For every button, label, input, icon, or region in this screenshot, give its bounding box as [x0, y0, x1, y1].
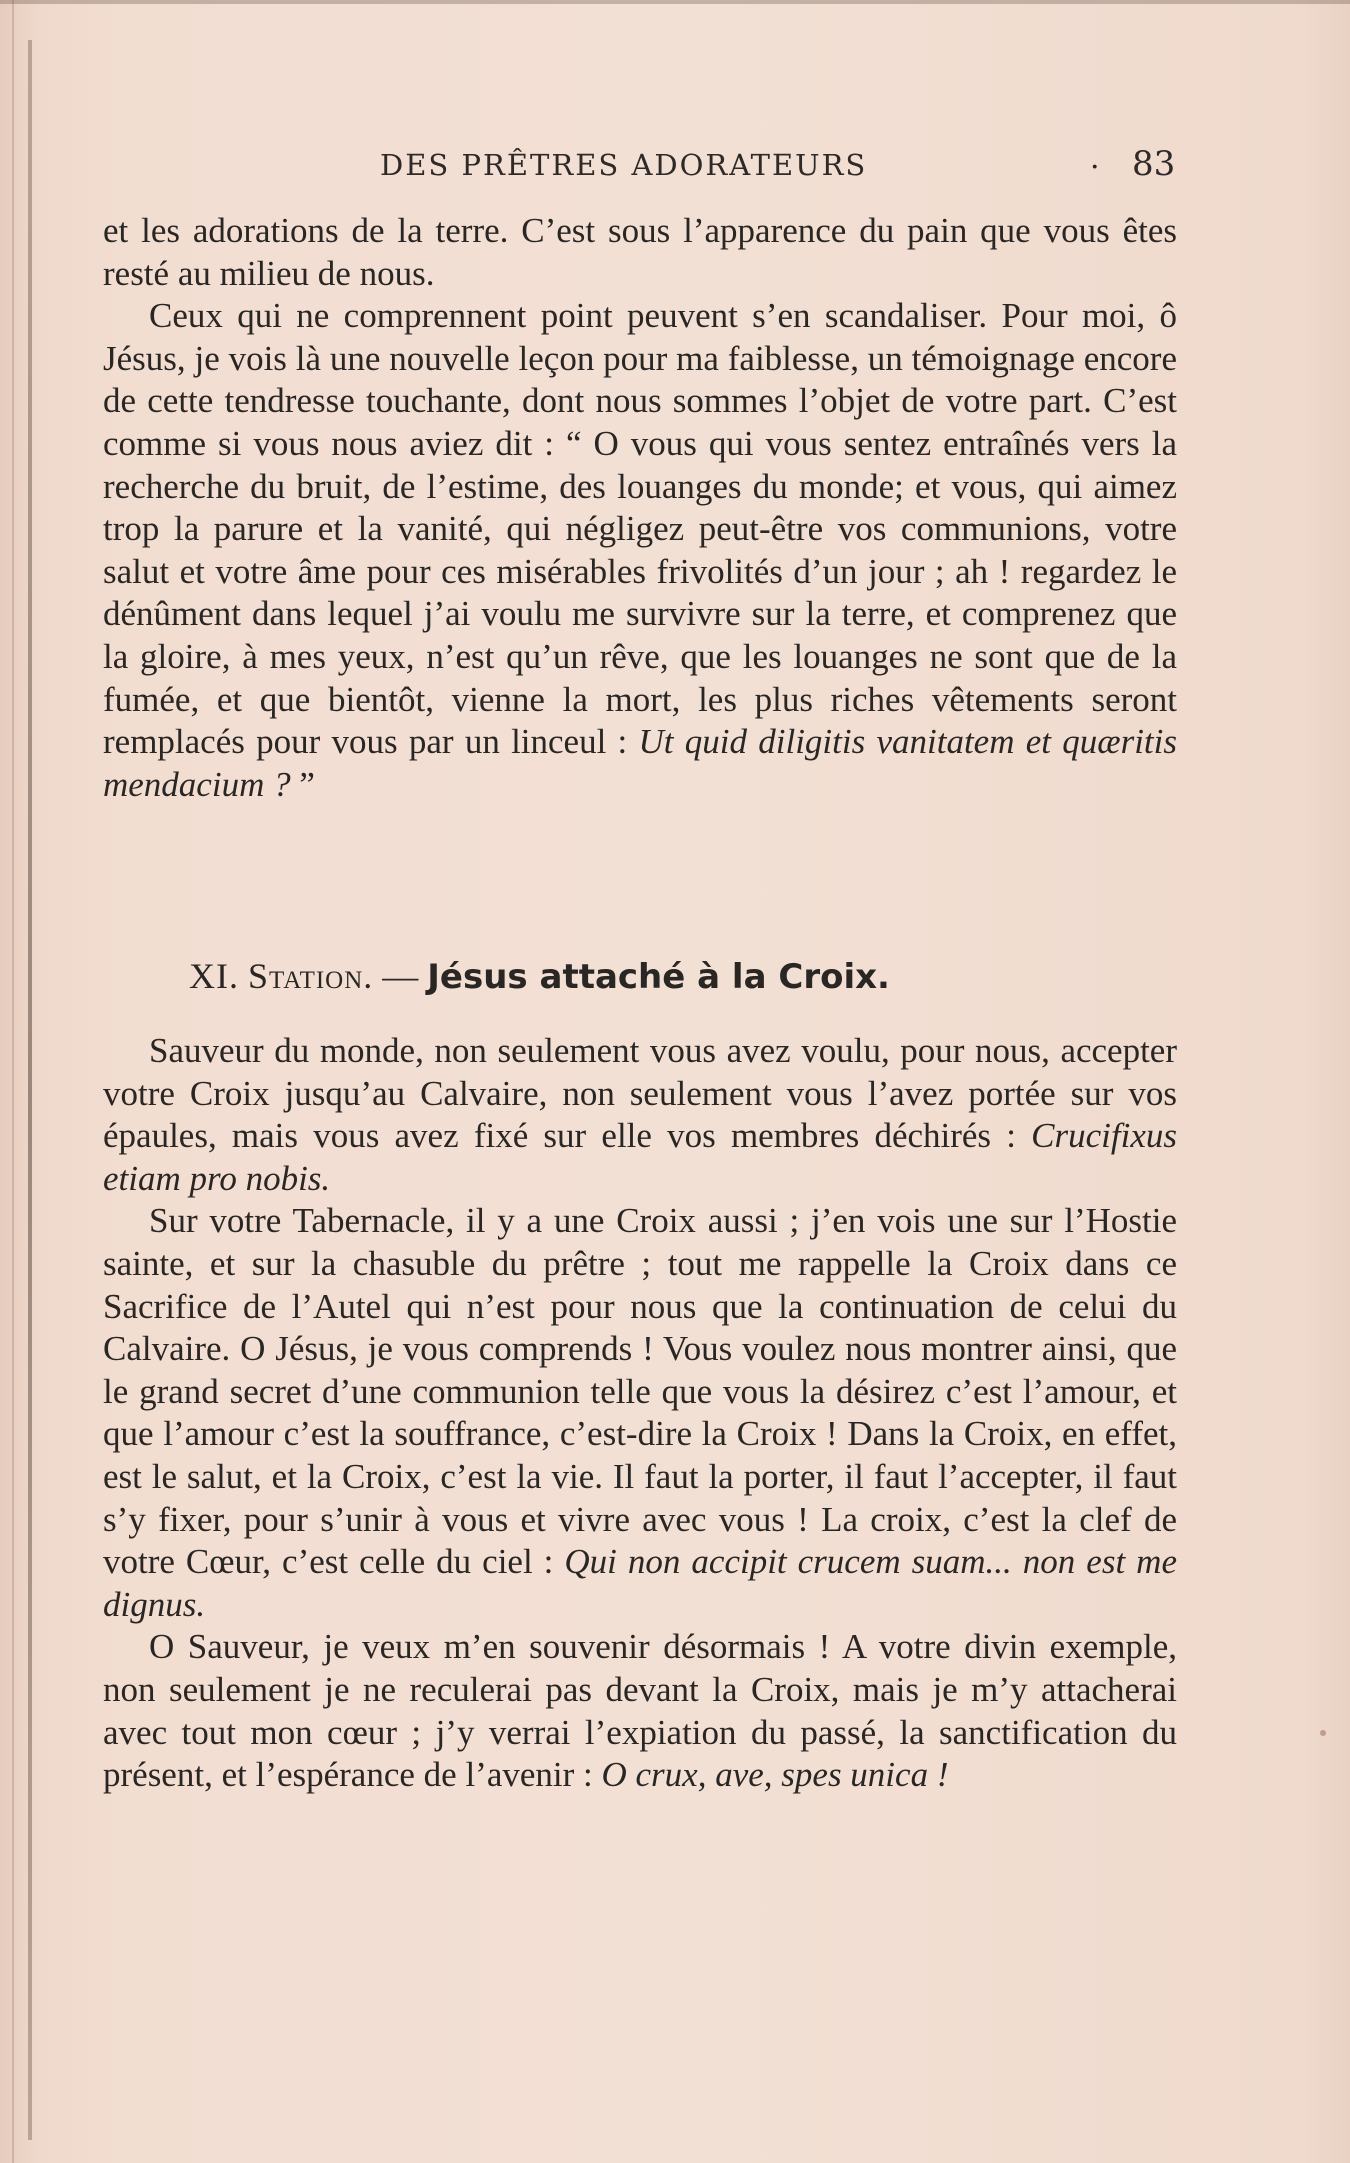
station-heading: [189, 955, 1189, 997]
station-dash: —: [373, 956, 428, 996]
paragraph-text: O Sauveur, je veux m’en souvenir désormais ! A votre divin exemple, non seulement je ne reculerai pas devant la Croix, mais je m’y attacherai avec tout mon cœur ; j’y verrai l’expiation du passé, la sanctification du présent, et l’espérance de l’avenir :: [103, 1627, 1177, 1795]
section-2-text: [103, 1030, 1177, 1797]
paragraph: [103, 1626, 1177, 1796]
latin-quote: Ut quid diligitis vanitatem et quæritis mendacium ?: [103, 722, 1177, 804]
latin-quote: Crucifixus etiam pro nobis.: [103, 1116, 1177, 1198]
latin-quote: O crux, ave, spes unica !: [601, 1755, 949, 1795]
station-title: Jésus attaché à la Croix.: [427, 957, 890, 997]
header-dot: ·: [1090, 150, 1100, 185]
paragraph: [103, 295, 1177, 806]
paper-speck: [1320, 1730, 1326, 1736]
page-number: 83: [1132, 144, 1176, 184]
page-gutter-shadow: [28, 40, 32, 2140]
latin-quote: Qui non accipit crucem suam... non est me dignus.: [103, 1542, 1177, 1624]
paragraph-continuation: et les adorations de la terre. C’est sous l’apparence du pain que vous êtes resté au milieu de nous.: [103, 211, 1177, 293]
page-top-edge: [0, 0, 1350, 4]
paragraph: [103, 1030, 1177, 1200]
running-header: DES PRÊTRES ADORATEURS: [380, 148, 868, 182]
closing-quote-mark: ”: [290, 764, 315, 804]
section-1-text: [103, 210, 1177, 806]
station-number: XI.: [189, 956, 239, 996]
station-label: Station.: [248, 956, 374, 996]
paragraph: [103, 1200, 1177, 1626]
page-binding-edge: [12, 0, 14, 2163]
paragraph-text: Ceux qui ne comprennent point peuvent s’en scandaliser. Pour moi, ô Jésus, je vois là une nouvelle leçon pour ma faiblesse, un témoignage encore de cette tendresse touchante, dont nous sommes l’objet de votre part. C’est comme si vous nous aviez dit : “ O vous qui vous sentez entraînés vers la recherche du bruit, de l’estime, des louanges du monde; et vous, qui aimez trop la parure et la vanité, qui négligez peut-être vos communions, votre salut et votre âme pour ces misérables frivolités d’un jour ; ah ! regardez le dénûment dans lequel j’ai voulu me survivre sur la terre, et comprenez que la gloire, à mes yeux, n’est qu’un rêve, que les louanges ne sont que de la fumée, et que bientôt, vienne la mort, les plus riches vêtements seront remplacés pour vous par un linceul :: [103, 296, 1177, 762]
paragraph-text: Sur votre Tabernacle, il y a une Croix aussi ; j’en vois une sur l’Hostie sainte, et sur la chasuble du prêtre ; tout me rappelle la Croix dans ce Sacrifice de l’Autel qui n’est pour nous que la continuation de celui du Calvaire. O Jésus, je vous comprends ! Vous voulez nous montrer ainsi, que le grand secret d’une communion telle que vous la désirez c’est l’amour, et que l’amour c’est la souffrance, c’est-dire la Croix ! Dans la Croix, en effet, est le salut, et la Croix, c’est la vie. Il faut la porter, il faut l’accepter, il faut s’y fixer, pour s’unir à vous et vivre avec vous ! La croix, c’est la clef de votre Cœur, c’est celle du ciel :: [103, 1201, 1177, 1582]
paragraph-text: Sauveur du monde, non seulement vous avez voulu, pour nous, accepter votre Croix jusqu’au Calvaire, non seulement vous l’avez portée sur vos épaules, mais vous avez fixé sur elle vos membres déchirés :: [103, 1031, 1177, 1156]
